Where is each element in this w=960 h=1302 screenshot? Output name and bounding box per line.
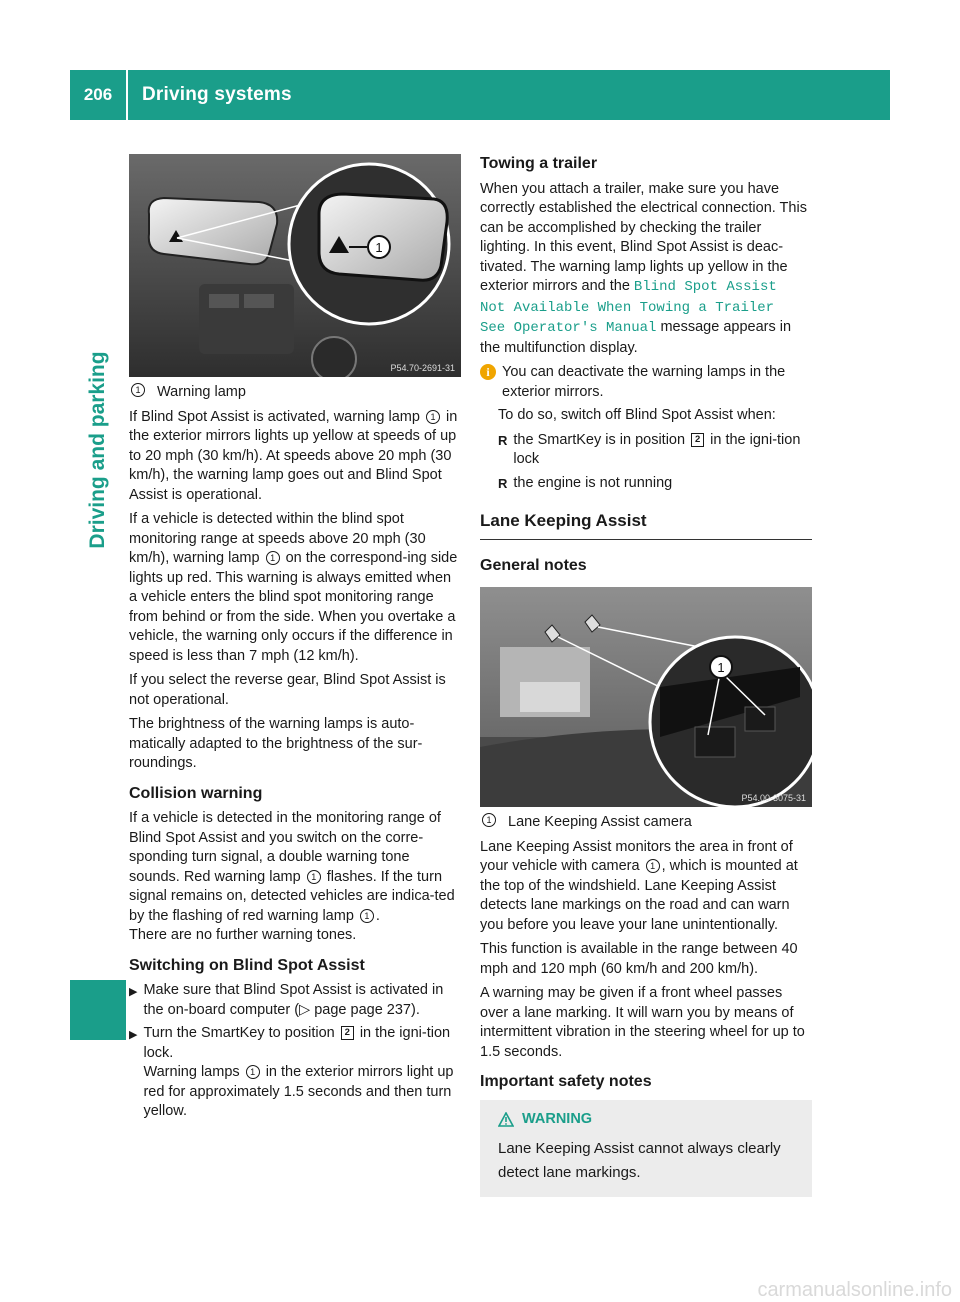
step bbox=[129, 981, 461, 1020]
text: page 237 bbox=[350, 1001, 411, 1018]
heading-general-notes: General notes bbox=[480, 556, 587, 574]
list-text: the engine is not running bbox=[513, 474, 673, 491]
info-icon: i bbox=[480, 364, 496, 380]
paragraph bbox=[129, 809, 461, 946]
paragraph: To do so, switch off Blind Spot Assist when: bbox=[498, 407, 776, 423]
page-ref-icon: ▷ bbox=[299, 1001, 315, 1018]
arrow-right-icon: ▶ bbox=[129, 986, 138, 998]
mirror-illustration bbox=[129, 154, 461, 377]
callout-1-icon: 1 bbox=[646, 859, 660, 873]
callout-1-icon: 1 bbox=[131, 383, 145, 397]
text: There are no further warning tones. bbox=[129, 927, 357, 943]
list-item bbox=[480, 431, 812, 470]
text: flashes. If the turn signal remains on, detected vehicles are indica-ted by the flashing of red warning lamp bbox=[129, 868, 455, 924]
text: in the exterior mirrors light up red for approximately 1.5 seconds and then turn yellow. bbox=[143, 1064, 454, 1119]
heading-collision-warning: Collision warning bbox=[129, 784, 263, 802]
display-message: See Operator's Manual bbox=[480, 320, 657, 336]
paragraph: If you select the reverse gear, Blind Spot Assist is not operational. bbox=[129, 672, 446, 708]
step bbox=[129, 1024, 461, 1122]
list-text bbox=[513, 431, 812, 470]
figure2-callout: 1 bbox=[717, 660, 725, 675]
page-header bbox=[70, 70, 890, 120]
bullet-r-icon: R bbox=[498, 432, 508, 448]
right-column bbox=[480, 154, 812, 1197]
camera-illustration bbox=[480, 587, 812, 807]
callout-1-icon: 1 bbox=[426, 410, 440, 424]
text: Turn the SmartKey to position bbox=[143, 1025, 335, 1041]
info-note bbox=[480, 363, 812, 402]
paragraph: The brightness of the warning lamps is auto-matically adapted to the brightness of the sur-roundings. bbox=[129, 716, 423, 771]
paragraph bbox=[480, 180, 812, 359]
side-tab-marker bbox=[70, 980, 126, 1040]
side-tab-label: Driving and parking bbox=[86, 351, 109, 549]
warning-triangle-icon bbox=[498, 1112, 514, 1127]
mirror-figure bbox=[129, 154, 461, 377]
figure2-code: P54.00-3075-31 bbox=[741, 793, 806, 803]
warning-text: Lane Keeping Assist cannot always clearly detect lane markings. bbox=[498, 1140, 781, 1181]
arrow-right-icon: ▶ bbox=[129, 1029, 138, 1041]
callout-1-icon: 1 bbox=[266, 551, 280, 565]
warning-title: WARNING bbox=[522, 1110, 593, 1127]
camera-figure bbox=[480, 587, 812, 807]
figure1-caption bbox=[129, 383, 461, 403]
side-tab bbox=[70, 120, 126, 1180]
callout-1-icon: 1 bbox=[482, 813, 496, 827]
text: Lane Keeping Assist monitors the area in front of your vehicle with camera bbox=[480, 838, 793, 874]
warning-box bbox=[480, 1100, 812, 1198]
figure1-code: P54.70-2691-31 bbox=[390, 363, 455, 373]
text: message appears in the multifunction display. bbox=[480, 319, 792, 356]
position-box: 2 bbox=[341, 1026, 354, 1040]
text: If a vehicle is detected within the blind spot monitoring range at speeds above 20 mph (30 km/h), warning lamp bbox=[129, 511, 426, 566]
info-text: You can deactivate the warning lamps in the exterior mirrors. bbox=[502, 364, 786, 400]
bullet-r-icon: R bbox=[498, 475, 508, 491]
left-column bbox=[129, 154, 461, 1126]
display-message: Blind Spot Assist bbox=[633, 279, 777, 295]
text: Warning lamps bbox=[143, 1064, 240, 1080]
callout-1-icon: 1 bbox=[246, 1065, 260, 1079]
paragraph bbox=[129, 510, 461, 666]
page-number: 206 bbox=[83, 85, 113, 104]
text: on the correspond-ing side lights up red. This warning is always emitted when a vehicle enters the blind spot monitoring range from behind or from the side. When you overtake a vehicle, the warning only occurs if the difference in speed is less than 7 mph (12 km/h). bbox=[129, 550, 458, 664]
position-box: 2 bbox=[691, 433, 704, 447]
section-title: Driving systems bbox=[142, 84, 292, 105]
heading-important-safety-notes: Important safety notes bbox=[480, 1073, 652, 1090]
figure1-callout: 1 bbox=[375, 240, 383, 255]
callout-1-icon: 1 bbox=[360, 909, 374, 923]
text: If a vehicle is detected in the monitoring range of Blind Spot Assist and you switch on the corre-sponding turn signal, a double warning tone sounds. Red warning lamp bbox=[129, 810, 441, 885]
text: When you attach a trailer, make sure you have correctly established the electrical connection. This can be accomplished by checking the trailer lighting. In this event, Blind Spot Assist is deac-tivated. The warning lamp lights up yellow in the exterior mirrors and the bbox=[480, 180, 807, 294]
text: If Blind Spot Assist is activated, warning lamp bbox=[129, 408, 420, 425]
text: . bbox=[375, 907, 380, 924]
text: , which is mounted at the top of the windshield. Lane Keeping Assist detects lane markings on the road and can warn you before you leave your lane unintentionally. bbox=[480, 858, 798, 933]
paragraph: This function is available in the range between 40 mph and 120 mph (60 km/h and 200 km/h). bbox=[480, 941, 798, 977]
display-message: Not Available When Towing a Trailer bbox=[480, 299, 775, 316]
figure2-caption bbox=[480, 813, 812, 833]
text: in the igni-tion lock. bbox=[143, 1025, 451, 1061]
warning-header bbox=[490, 1110, 800, 1130]
paragraph bbox=[480, 838, 812, 936]
callout-1-icon: 1 bbox=[307, 870, 321, 884]
text: in the exterior mirrors lights up yellow at speeds of up to 20 mph (30 km/h). At speeds above 20 mph (30 km/h), the warning lamp goes out and Blind Spot Assist is operational. bbox=[129, 408, 458, 503]
list-item bbox=[480, 474, 812, 494]
paragraph bbox=[129, 408, 461, 506]
step-text bbox=[143, 1024, 461, 1122]
page-reference-link[interactable]: page page 237 bbox=[314, 1001, 411, 1018]
caption2-text: Lane Keeping Assist camera bbox=[508, 814, 692, 830]
heading-switching-on: Switching on Blind Spot Assist bbox=[129, 956, 365, 974]
heading-lane-keeping-assist: Lane Keeping Assist bbox=[480, 511, 812, 540]
watermark: carmanualsonline.info bbox=[757, 1279, 952, 1301]
text: in the igni-tion lock bbox=[513, 431, 801, 467]
step-text bbox=[143, 981, 461, 1020]
paragraph: A warning may be given if a front wheel passes over a lane marking. It will warn you by means of intermittent vibration in the steering wheel for up to 1.5 seconds. bbox=[480, 985, 805, 1060]
text: ). bbox=[411, 1001, 420, 1018]
text: Make sure that Blind Spot Assist is activated in the on-board computer ( bbox=[143, 982, 444, 1018]
caption1-text: Warning lamp bbox=[157, 384, 246, 400]
heading-towing: Towing a trailer bbox=[480, 155, 598, 172]
text: the SmartKey is in position bbox=[513, 431, 686, 448]
